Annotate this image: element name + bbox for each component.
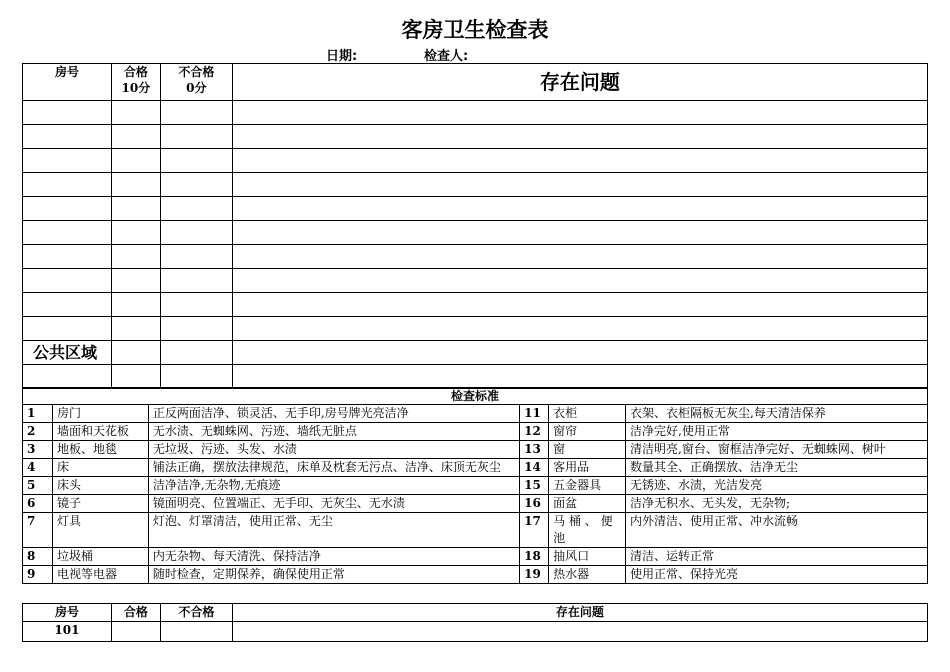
fail-cell[interactable] <box>160 365 232 389</box>
issue-cell[interactable] <box>232 149 927 173</box>
pass-cell[interactable] <box>111 293 160 317</box>
standard-number: 13 <box>520 441 549 459</box>
standard-description: 无锈迹、水渍，光洁发亮 <box>626 477 928 495</box>
issue-cell[interactable] <box>232 245 927 269</box>
standard-item: 热水器 <box>549 566 626 584</box>
issue-cell[interactable] <box>232 125 927 149</box>
issue-cell[interactable] <box>232 101 927 125</box>
standard-description: 镜面明亮、位置端正、无手印、无灰尘、无水渍 <box>148 495 519 513</box>
fail-cell[interactable] <box>160 197 232 221</box>
date-label: 日期: <box>326 49 358 64</box>
standard-item: 抽风口 <box>549 548 626 566</box>
standard-description: 使用正常、保持光亮 <box>626 566 928 584</box>
standard-row <box>23 441 928 459</box>
room-record-table <box>22 603 928 642</box>
standard-row <box>23 566 928 584</box>
pass-cell[interactable] <box>111 269 160 293</box>
room-cell[interactable] <box>23 293 112 317</box>
standard-item: 墙面和天花板 <box>52 423 148 441</box>
fail-cell[interactable] <box>160 317 232 341</box>
standard-number: 7 <box>23 513 53 548</box>
table-row <box>23 221 928 245</box>
fail-cell[interactable] <box>160 149 232 173</box>
standard-description: 衣架、衣柜隔板无灰尘,每天清洁保养 <box>626 405 928 423</box>
standard-number: 11 <box>520 405 549 423</box>
standard-description: 洁净完好,使用正常 <box>626 423 928 441</box>
standard-number: 4 <box>23 459 53 477</box>
room-cell[interactable] <box>23 245 112 269</box>
bottom-header-issues: 存在问题 <box>232 604 927 622</box>
standard-item: 镜子 <box>52 495 148 513</box>
standard-item: 垃圾桶 <box>52 548 148 566</box>
issue-cell[interactable] <box>232 293 927 317</box>
pass-cell[interactable] <box>111 197 160 221</box>
standard-item: 窗 <box>549 441 626 459</box>
page-title: 客房卫生检查表 <box>401 18 549 42</box>
fail-cell[interactable] <box>160 245 232 269</box>
table-row <box>23 197 928 221</box>
standard-number: 14 <box>520 459 549 477</box>
fail-cell[interactable] <box>160 101 232 125</box>
fail-cell[interactable] <box>160 293 232 317</box>
room-cell[interactable] <box>23 221 112 245</box>
standards-title: 检查标准 <box>23 388 928 405</box>
standard-description: 灯泡、灯罩清洁，使用正常、无尘 <box>148 513 519 548</box>
standard-description: 正反两面洁净、锁灵活、无手印,房号牌光亮洁净 <box>148 405 519 423</box>
pass-cell[interactable] <box>111 341 160 365</box>
standard-row <box>23 548 928 566</box>
issue-cell[interactable] <box>232 269 927 293</box>
pass-cell[interactable] <box>111 317 160 341</box>
standard-item: 马 桶 、 便池 <box>549 513 626 548</box>
standard-description: 清洁明亮,窗台、窗框洁净完好、无蜘蛛网、树叶 <box>626 441 928 459</box>
standard-row <box>23 459 928 477</box>
standard-item: 客用品 <box>549 459 626 477</box>
standard-item: 五金器具 <box>549 477 626 495</box>
standard-item: 窗帘 <box>549 423 626 441</box>
room-cell[interactable] <box>23 269 112 293</box>
pass-cell[interactable] <box>111 101 160 125</box>
table-row <box>23 317 928 341</box>
header-room: 房号 <box>23 64 112 101</box>
room-cell[interactable] <box>23 197 112 221</box>
standard-item: 房门 <box>52 405 148 423</box>
fail-cell[interactable] <box>160 221 232 245</box>
issue-cell[interactable] <box>232 197 927 221</box>
table-row <box>23 149 928 173</box>
pass-cell[interactable] <box>111 221 160 245</box>
standard-row <box>23 477 928 495</box>
standards-table <box>22 387 928 584</box>
standard-number: 2 <box>23 423 53 441</box>
pass-cell[interactable] <box>111 245 160 269</box>
room-cell[interactable] <box>23 125 112 149</box>
standard-item: 电视等电器 <box>52 566 148 584</box>
room-cell[interactable] <box>23 365 112 389</box>
fail-cell[interactable] <box>160 125 232 149</box>
standard-number: 12 <box>520 423 549 441</box>
standard-description: 铺法正确，摆放法律规范，床单及枕套无污点、洁净、床顶无灰尘 <box>148 459 519 477</box>
table-row <box>23 269 928 293</box>
standard-item: 灯具 <box>52 513 148 548</box>
table-row <box>23 341 928 365</box>
fail-cell[interactable] <box>160 173 232 197</box>
room-cell[interactable] <box>23 173 112 197</box>
pass-cell[interactable] <box>111 125 160 149</box>
standard-item: 衣柜 <box>549 405 626 423</box>
standard-row <box>23 495 928 513</box>
standard-description: 清洁、运转正常 <box>626 548 928 566</box>
bottom-header-fail: 不合格 <box>160 604 232 622</box>
standard-number: 5 <box>23 477 53 495</box>
standard-item: 面盆 <box>549 495 626 513</box>
standard-row <box>23 405 928 423</box>
standard-number: 1 <box>23 405 53 423</box>
fail-cell[interactable] <box>160 269 232 293</box>
room-cell[interactable] <box>23 317 112 341</box>
standard-description: 无水渍、无蜘蛛网、污迹、墙纸无脏点 <box>148 423 519 441</box>
public-area-label: 公共区域 <box>23 341 112 365</box>
standard-description: 无垃圾、污迹、头发、水渍 <box>148 441 519 459</box>
issue-cell[interactable] <box>232 341 927 365</box>
standard-number: 16 <box>520 495 549 513</box>
standard-description: 内外清洁、使用正常、冲水流畅 <box>626 513 928 548</box>
pass-cell[interactable] <box>111 149 160 173</box>
issue-cell[interactable] <box>232 622 927 642</box>
standard-number: 15 <box>520 477 549 495</box>
room-cell[interactable] <box>23 101 112 125</box>
inspection-table <box>22 63 928 389</box>
standard-description: 随时检查，定期保养，确保使用正常 <box>148 566 519 584</box>
header-pass: 合格 10分 <box>111 64 160 101</box>
standard-number: 19 <box>520 566 549 584</box>
table-row <box>23 173 928 197</box>
table-row <box>23 245 928 269</box>
standard-number: 8 <box>23 548 53 566</box>
standard-number: 18 <box>520 548 549 566</box>
issue-cell[interactable] <box>232 221 927 245</box>
issue-cell[interactable] <box>232 365 927 389</box>
room-number: 101 <box>23 622 112 642</box>
standard-number: 17 <box>520 513 549 548</box>
standard-number: 6 <box>23 495 53 513</box>
header-fail: 不合格 0分 <box>160 64 232 101</box>
pass-cell[interactable] <box>111 173 160 197</box>
fail-cell[interactable] <box>160 341 232 365</box>
standard-description: 洁净洁净,无杂物,无痕迹 <box>148 477 519 495</box>
standard-number: 9 <box>23 566 53 584</box>
standard-item: 床头 <box>52 477 148 495</box>
inspector-label: 检查人: <box>424 49 469 64</box>
header-issues: 存在问题 <box>232 64 927 101</box>
standard-item: 地板、地毯 <box>52 441 148 459</box>
table-row <box>23 365 928 389</box>
bottom-header-room: 房号 <box>23 604 112 622</box>
table-row <box>23 293 928 317</box>
table-row <box>23 101 928 125</box>
standard-number: 3 <box>23 441 53 459</box>
standard-item: 床 <box>52 459 148 477</box>
pass-cell[interactable] <box>111 622 160 642</box>
standard-row <box>23 423 928 441</box>
standard-description: 内无杂物、每天清洗、保持洁净 <box>148 548 519 566</box>
table-row <box>23 125 928 149</box>
standard-description: 洁净无积水、无头发，无杂物; <box>626 495 928 513</box>
room-cell[interactable] <box>23 149 112 173</box>
standard-row <box>23 513 928 548</box>
fail-cell[interactable] <box>160 622 232 642</box>
pass-cell[interactable] <box>111 365 160 389</box>
issue-cell[interactable] <box>232 173 927 197</box>
issue-cell[interactable] <box>232 317 927 341</box>
standard-description: 数量其全、正确摆放、洁净无尘 <box>626 459 928 477</box>
bottom-header-pass: 合格 <box>111 604 160 622</box>
